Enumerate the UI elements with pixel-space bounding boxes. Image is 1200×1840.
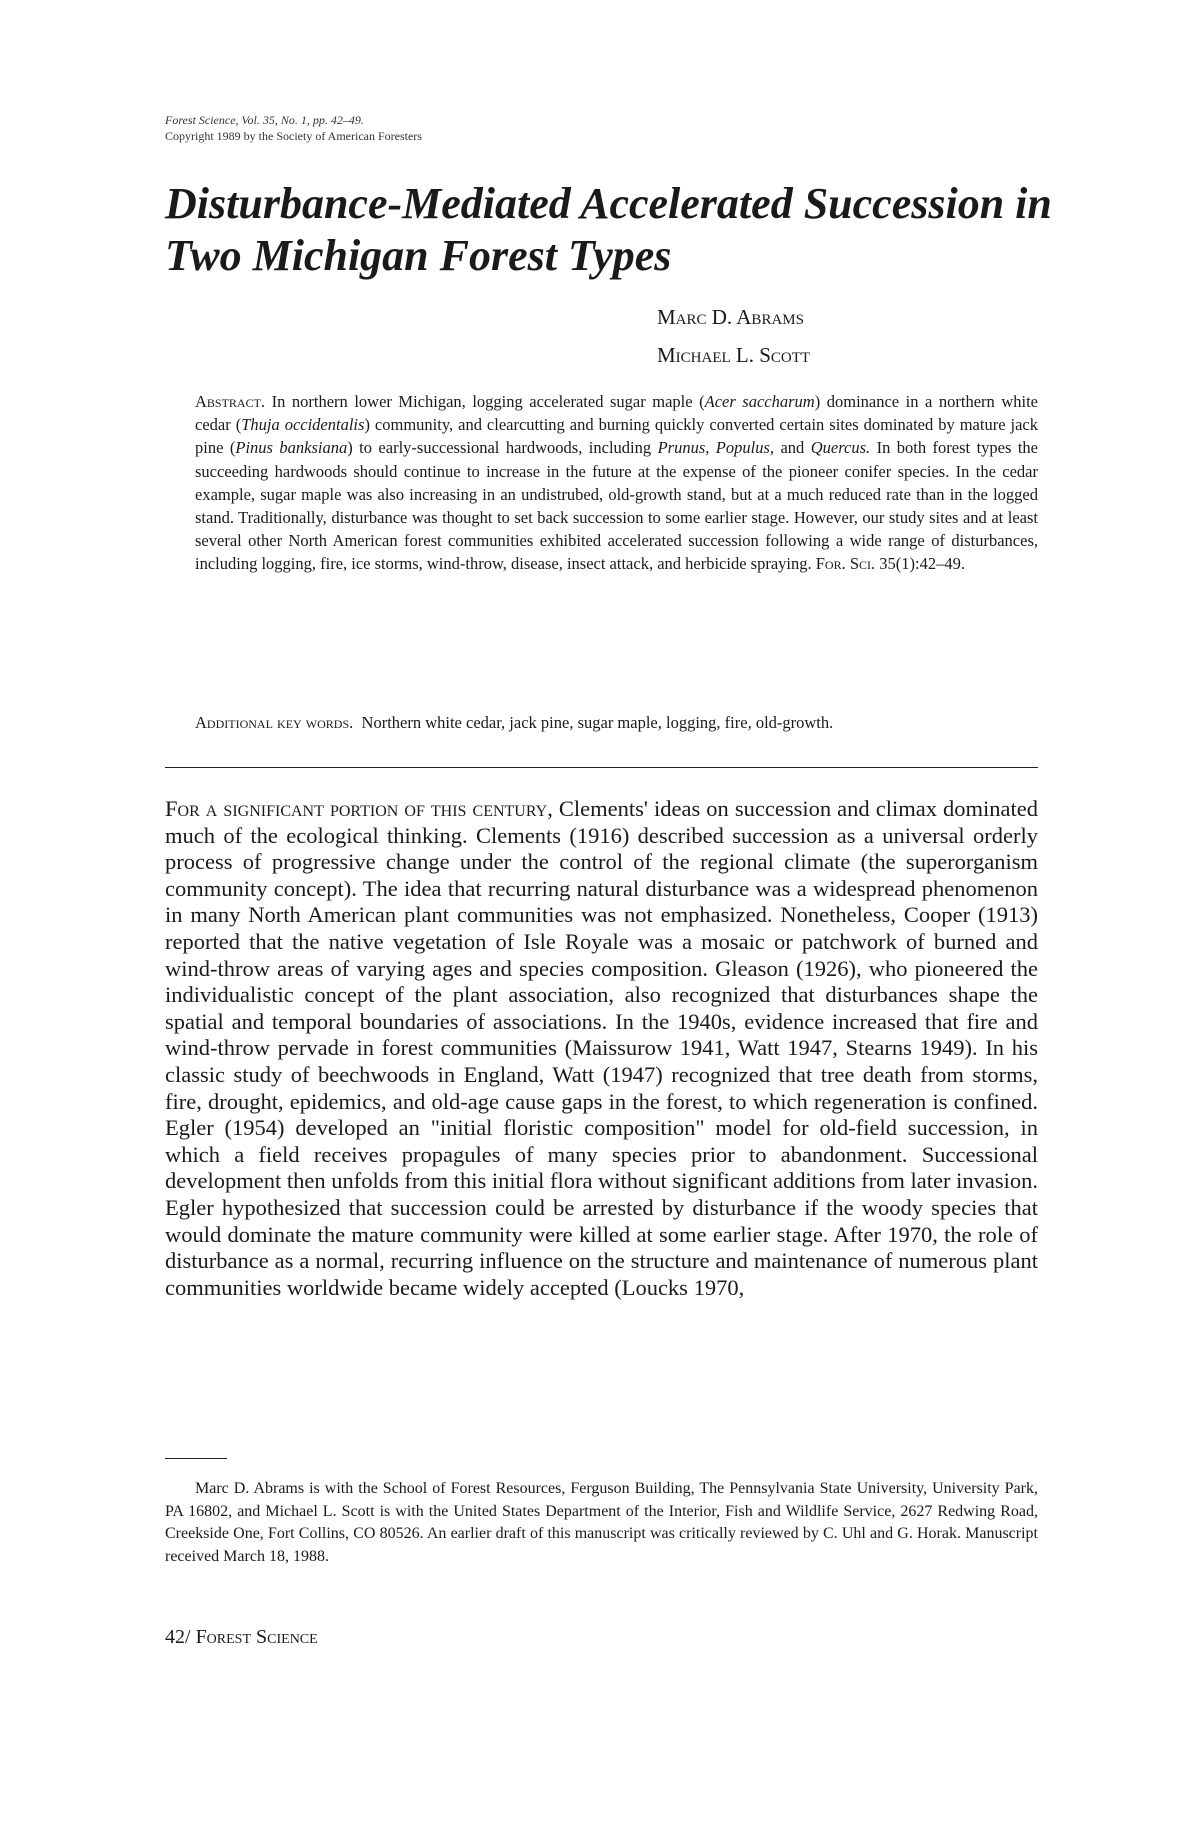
copyright-line: Copyright 1989 by the Society of American Foresters bbox=[165, 129, 422, 143]
journal-name: Forest Science bbox=[190, 1626, 318, 1648]
section-divider bbox=[165, 767, 1038, 768]
footnote-rule bbox=[165, 1458, 227, 1459]
species-name: Pinus banksiana bbox=[235, 438, 348, 458]
author-footnote: Marc D. Abrams is with the School of Forest Resources, Ferguson Building, The Pennsylvania State University, University Park, PA 16802, and Michael L. Scott is with the United States Department of the Interior, Fish and Wildlife Service, 2627 Redwing Road, Creekside One, Fort Collins, CO 80526. An earlier draft of this manuscript was critically reviewed by C. Uhl and G. Horak. Manuscript received March 18, 1988. bbox=[165, 1480, 1038, 1565]
lead-in: For a significant portion of this century, bbox=[165, 796, 553, 821]
article-title: Disturbance-Mediated Accelerated Succession in Two Michigan Forest Types bbox=[165, 179, 1052, 280]
body-paragraph bbox=[165, 796, 1038, 1301]
author-name: Marc D. Abrams bbox=[657, 305, 804, 329]
abstract-text: In northern lower Michigan, logging accelerated sugar maple ( bbox=[265, 392, 705, 411]
keywords-text: Northern white cedar, jack pine, sugar maple, logging, fire, old-growth. bbox=[361, 713, 834, 732]
journal-abbrev: For. Sci. bbox=[815, 554, 876, 574]
abstract-text: In both forest types the succeeding hardwoods should continue to increase in the future at the expense of the pioneer conifer species. In the cedar example, sugar maple was also increasing in an undistrubed, old-growth stand, but at a much reduced rate than in the logged stand. Traditionally, disturbance was thought to set back succession to some earlier stage. However, our study sites and at least several other North American forest communities exhibited accelerated succession following a wide range of disturbances, including logging, fire, ice storms, wind-throw, disease, insect attack, and herbicide spraying. bbox=[195, 438, 1038, 574]
citation-line: Forest Science, Vol. 35, No. 1, pp. 42–49. bbox=[165, 113, 364, 127]
keywords bbox=[195, 711, 1038, 734]
abstract-citation: 35(1):42–49. bbox=[875, 554, 965, 574]
species-name: Acer saccharum bbox=[704, 392, 815, 411]
abstract bbox=[195, 390, 1038, 576]
page-number: 42/ bbox=[165, 1626, 191, 1648]
masthead bbox=[165, 112, 422, 144]
author-list bbox=[657, 298, 810, 374]
species-name: Thuja occidentalis bbox=[241, 415, 365, 435]
abstract-text: and bbox=[774, 438, 811, 458]
abstract-text: ) to early-successional hardwoods, including bbox=[347, 438, 658, 458]
keywords-label: Additional key words. bbox=[195, 713, 354, 732]
body-text: Clements' ideas on succession and climax dominated much of the ecological thinking. Clements (1916) described succession as a universal orderly process of progressive change under the control of the regional climate (the superorganism community concept). The idea that recurring natural disturbance was a widespread phenomenon in many North American plant communities was not emphasized. Nonetheless, Cooper (1913) reported that the native vegetation of Isle Royale was a mosaic or patchwork of burned and wind-throw areas of varying ages and species composition. Gleason (1926), who pioneered the individualistic concept of the plant association, also recognized that disturbances shape the spatial and temporal boundaries of associations. In the 1940s, evidence increased that fire and wind-throw pervade in forest communities (Maissurow 1941, Watt 1947, Stearns 1949). In his classic study of beechwoods in England, Watt (1947) recognized that tree death from storms, fire, drought, epidemics, and old-age cause gaps in the forest, to which regeneration is confined. Egler (1954) developed an "initial floristic composition" model for old-field succession, in which a field receives propagules of many species prior to abandonment. Successional development then unfolds from this initial flora without significant additions from later invasion. Egler hypothesized that succession could be arrested by disturbance if the woody species that would dominate the mature community were killed at some earlier stage. After 1970, the role of disturbance as a normal, recurring influence on the structure and maintenance of numerous plant communities worldwide became widely accepted (Loucks 1970, bbox=[165, 796, 1038, 1300]
abstract-text: ) dominance in a northern white cedar ( bbox=[195, 392, 1038, 435]
genus-names: Prunus, Populus, bbox=[657, 438, 775, 458]
page-folio bbox=[165, 1625, 318, 1649]
abstract-label: Abstract. bbox=[195, 392, 266, 411]
abstract-text: ) community, and clearcutting and burning quickly converted certain sites dominated by mature jack pine ( bbox=[195, 415, 1038, 458]
genus-name: Quercus. bbox=[810, 438, 871, 458]
author-name: Michael L. Scott bbox=[657, 343, 811, 367]
